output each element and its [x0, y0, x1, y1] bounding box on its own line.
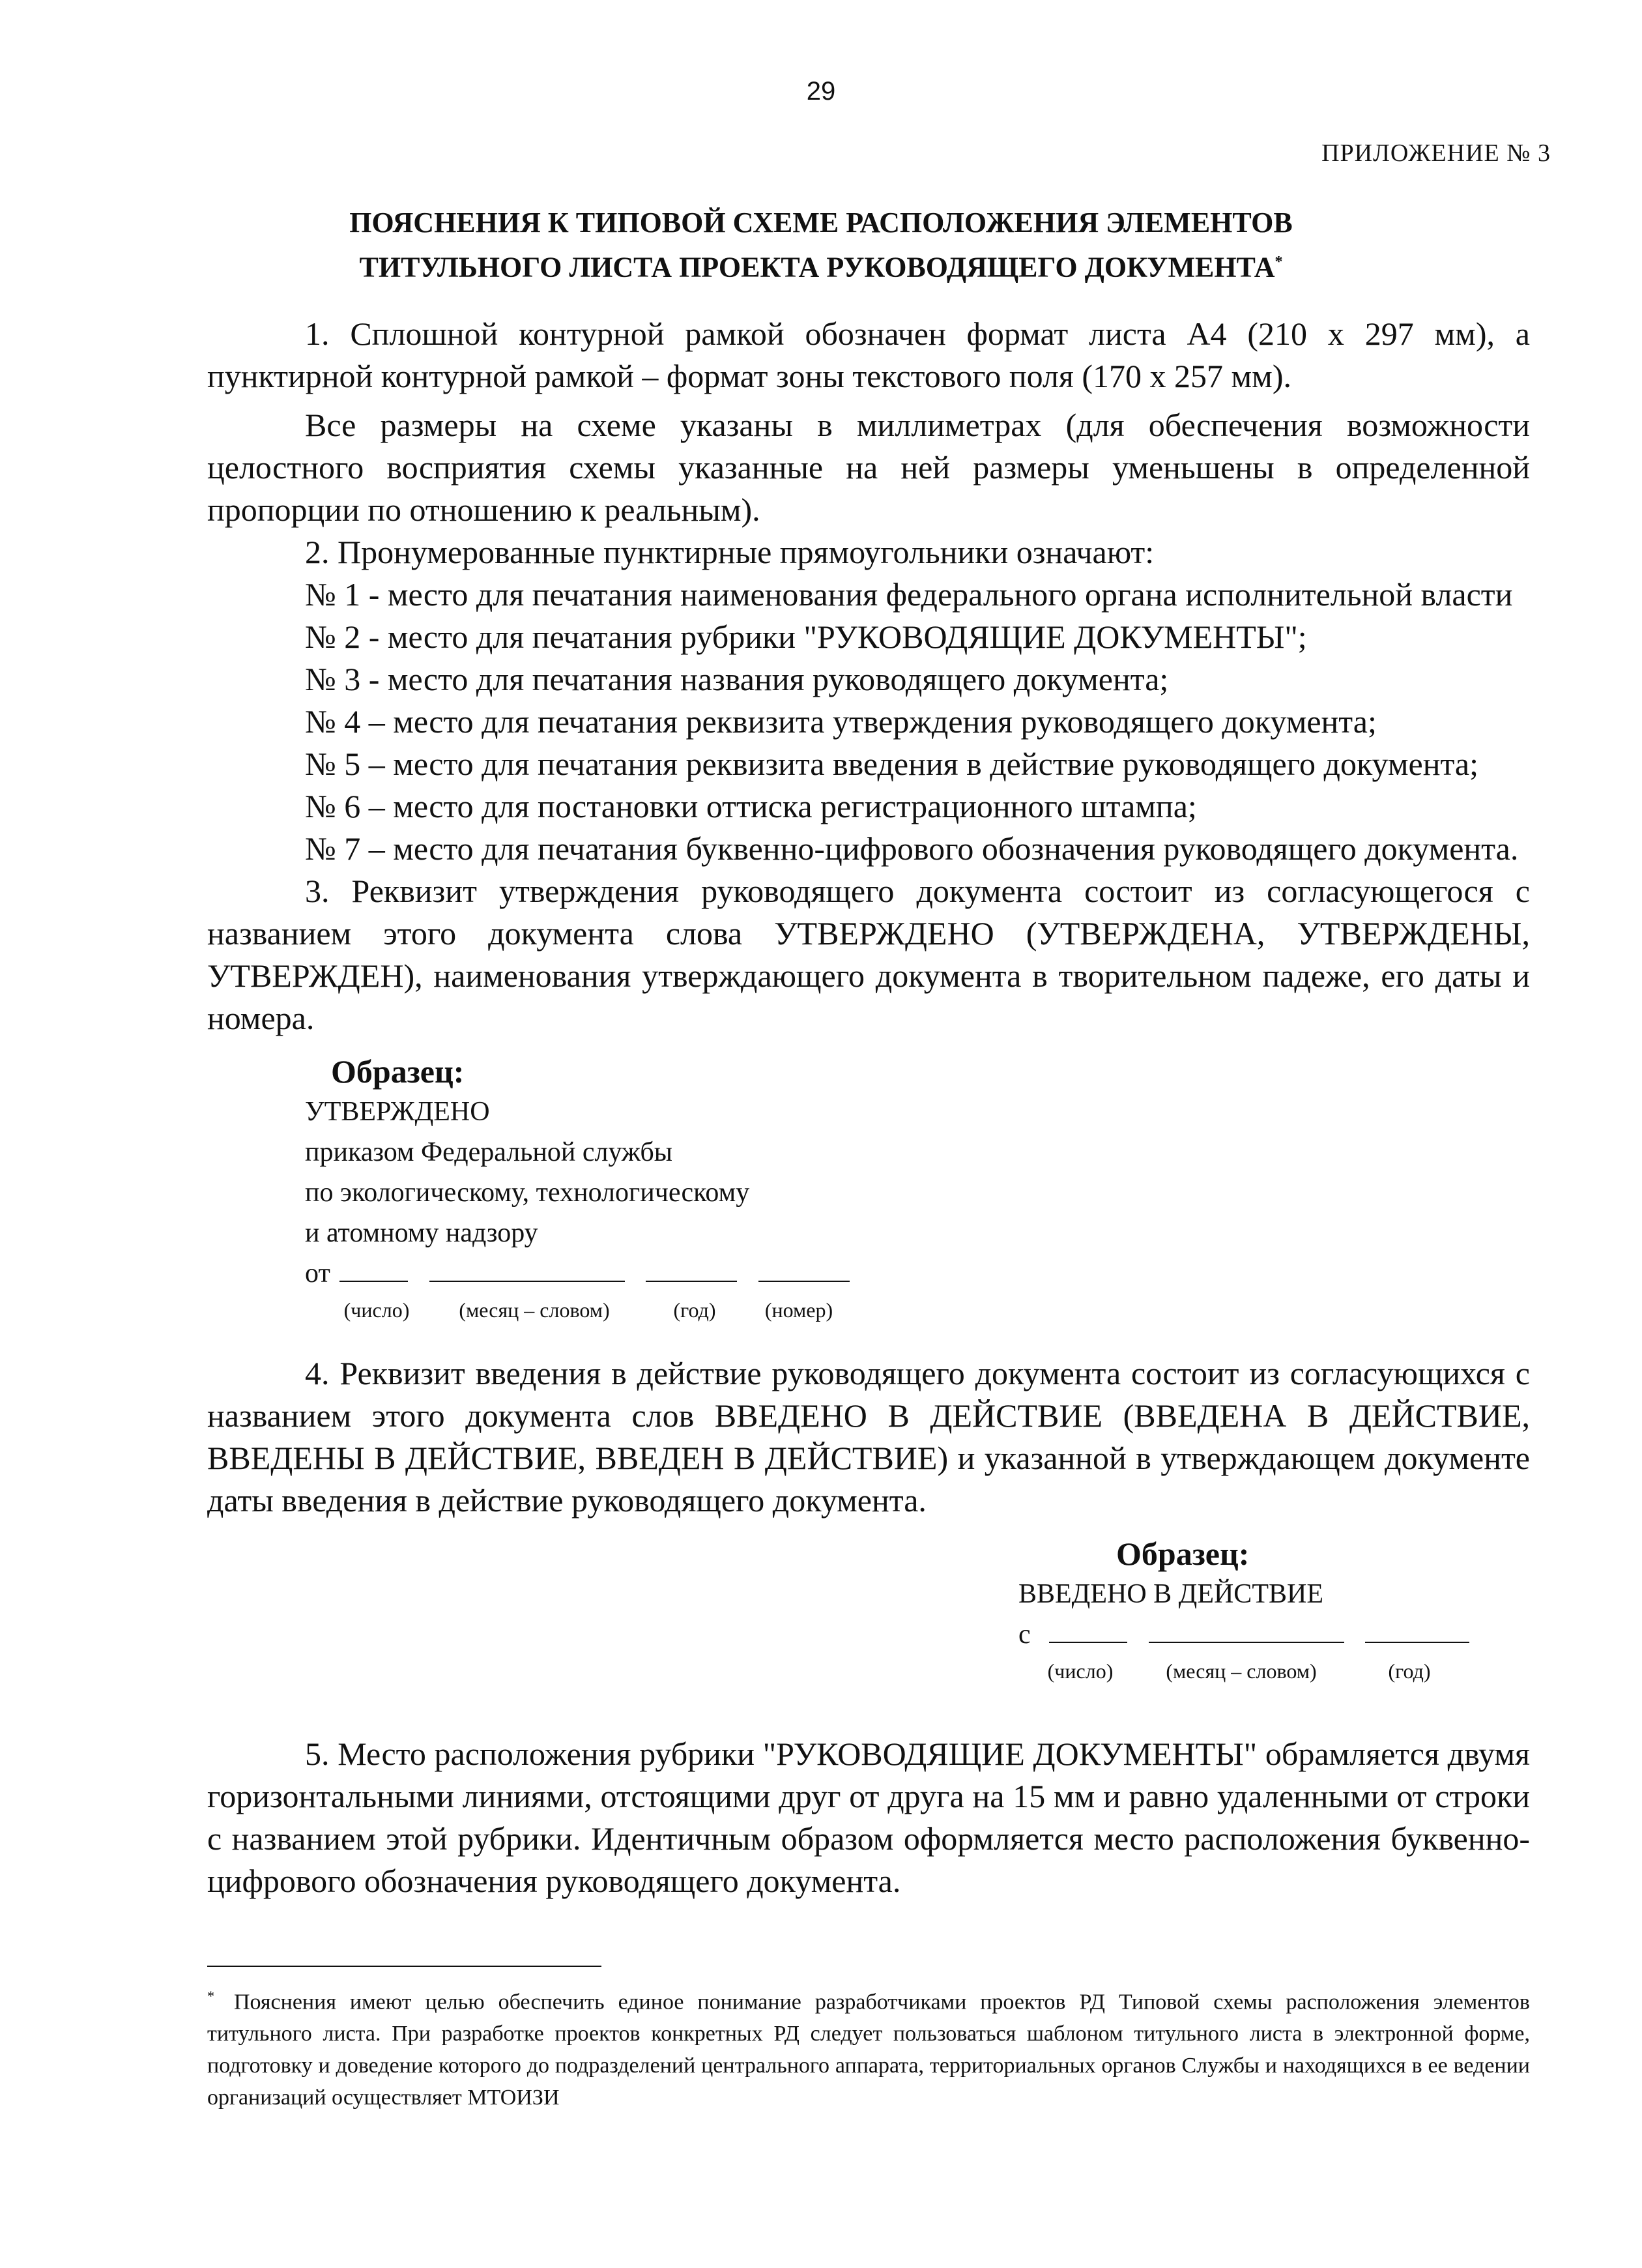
blank-day	[339, 1280, 408, 1282]
blank-day	[1049, 1641, 1127, 1643]
list-item-4: № 4 – место для печатания реквизита утверждения руководящего документа;	[305, 703, 1377, 740]
list-item-5: № 5 – место для печатания реквизита введения в действие руководящего документа;	[305, 746, 1479, 782]
caption-day: (число)	[343, 1298, 410, 1322]
appendix-label: ПРИЛОЖЕНИЕ № 3	[1321, 139, 1551, 167]
paragraph-1b: Все размеры на схеме указаны в миллиметрах (для обеспечения возможности целостного восприятия схемы указанные на ней размеры уменьшены в определенной пропорции по отношению к реальным).	[207, 407, 1530, 528]
date-captions-row	[1018, 1655, 1530, 1687]
page-number: 29	[806, 77, 836, 106]
body-text	[207, 313, 1530, 1902]
date-blanks-row	[305, 1253, 1530, 1294]
title-line-2	[0, 242, 1642, 287]
caption-year: (год)	[673, 1298, 716, 1322]
caption-day: (число)	[1047, 1659, 1114, 1683]
sample-heading: Образец:	[1116, 1535, 1250, 1572]
title-footnote-mark: *	[1275, 254, 1283, 270]
paragraph-4: 4. Реквизит введения в действие руководящего документа состоит из согласующихся с названием этого документа слов ВВЕДЕНО В ДЕЙСТВИЕ (ВВЕДЕНА В ДЕЙСТВИЕ, ВВЕДЕНЫ В ДЕЙСТВИЕ, ВВЕДЕН В ДЕЙСТВИЕ) и указанной в утверждающем документе даты введения в действие руководящего документа.	[207, 1355, 1530, 1519]
list-item-1: № 1 - место для печатания наименования федерального органа исполнительной власти	[305, 576, 1513, 613]
caption-month: (месяц – словом)	[459, 1298, 610, 1322]
date-blanks-row	[1018, 1614, 1530, 1655]
paragraph-3: 3. Реквизит утверждения руководящего документа состоит из согласующегося с названием этого документа слова УТВЕРЖДЕНО (УТВЕРЖДЕНА, УТВЕРЖДЕНЫ, УТВЕРЖДЕН), наименования утверждающего документа в творительном падеже, его даты и номера.	[207, 873, 1530, 1036]
sample-line-3: по экологическому, технологическому	[305, 1178, 750, 1208]
footnote	[207, 1980, 1530, 2114]
blank-month	[1149, 1641, 1344, 1643]
paragraph-2: 2. Пронумерованные пунктирные прямоугольники означают:	[305, 534, 1155, 570]
caption-month: (месяц – словом)	[1166, 1659, 1317, 1683]
sample-line-2: приказом Федеральной службы	[305, 1137, 672, 1167]
paragraph-5: 5. Место расположения рубрики "РУКОВОДЯЩИЕ ДОКУМЕНТЫ" обрамляется двумя горизонтальными линиями, отстоящими друг от друга на 15 мм и равно удаленными от строки с названием этой рубрики. Идентичным образом оформляется место расположения буквенно-цифрового обозначения руководящего документа.	[207, 1736, 1530, 1899]
footnote-mark: *	[207, 1988, 214, 2004]
list-item-2: № 2 - место для печатания рубрики "РУКОВОДЯЩИЕ ДОКУМЕНТЫ";	[305, 618, 1307, 655]
document-title	[0, 203, 1642, 287]
sample-approval	[305, 1051, 1530, 1326]
blank-number	[758, 1280, 850, 1282]
date-captions-row	[305, 1294, 1530, 1326]
footnote-separator	[207, 1966, 601, 1967]
date-prefix: от	[305, 1258, 330, 1288]
sample-enactment	[1018, 1534, 1530, 1687]
footnote-text: Пояснения имеют целью обеспечить единое понимание разработчиками проектов РД Типовой схемы расположения элементов титульного листа. При разработке проектов конкретных РД следует пользоваться шаблоном титульного листа в электронной форме, подготовку и доведение которого до подразделений центрального аппарата, территориальных органов Службы и находящихся в ее ведении организаций осуществляет МТОИЗИ	[207, 1990, 1530, 2110]
date-prefix: с	[1018, 1620, 1031, 1650]
list-item-3: № 3 - место для печатания названия руководящего документа;	[305, 661, 1169, 697]
blank-year	[1365, 1641, 1469, 1643]
title-line-1: ПОЯСНЕНИЯ К ТИПОВОЙ СХЕМЕ РАСПОЛОЖЕНИЯ ЭЛЕМЕНТОВ	[349, 207, 1293, 239]
caption-year: (год)	[1388, 1659, 1431, 1683]
sample-line-1: УТВЕРЖДЕНО	[305, 1097, 490, 1127]
list-item-7: № 7 – место для печатания буквенно-цифрового обозначения руководящего документа.	[305, 830, 1519, 867]
sample-heading: Образец:	[331, 1053, 465, 1090]
sample-line-4: и атомному надзору	[305, 1218, 538, 1248]
list-item-6: № 6 – место для постановки оттиска регистрационного штампа;	[305, 788, 1197, 824]
blank-month	[429, 1280, 625, 1282]
title-line-2-text: ТИТУЛЬНОГО ЛИСТА ПРОЕКТА РУКОВОДЯЩЕГО ДОКУМЕНТА	[359, 251, 1275, 284]
paragraph-1: 1. Сплошной контурной рамкой обозначен формат листа А4 (210 х 297 мм), а пунктирной контурной рамкой – формат зоны текстового поля (170 х 257 мм).	[207, 315, 1530, 394]
caption-number: (номер)	[764, 1298, 833, 1322]
sample-line-1: ВВЕДЕНО В ДЕЙСТВИЕ	[1018, 1579, 1323, 1609]
blank-year	[646, 1280, 737, 1282]
